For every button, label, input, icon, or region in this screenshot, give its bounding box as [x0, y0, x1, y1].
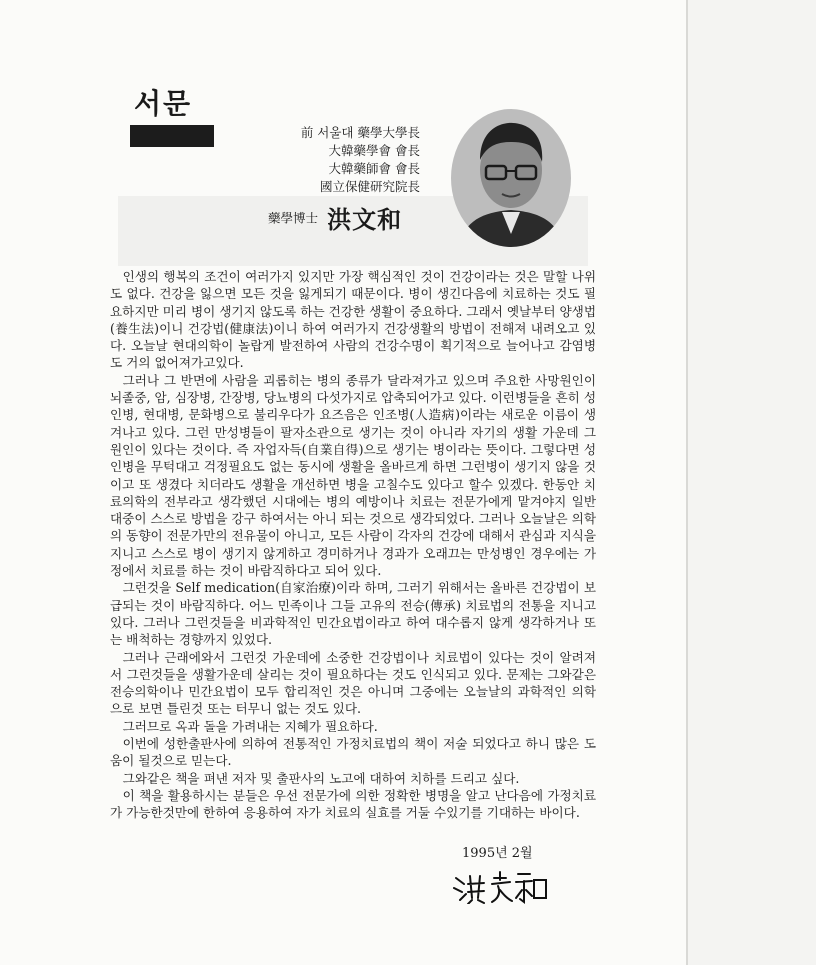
paragraph: 그러나 그 반면에 사람을 괴롭히는 병의 종류가 달라져가고 있으며 주요한 사망원인이 뇌졸중, 암, 심장병, 간장병, 당뇨병의 다섯가지로 압축되어가고 있다. 이런병들을 흔히 성인병, 현대병, 문화병으로 불리우다가 요즈음은 인조병(人造病)이라는 새로운 이름이 생겨나고 있다. 그런 만성병들이 팔자소관으로 생기는 것이 아니라 자기의 생활 가운데 그 원인이 있다는 것이다. 즉 자업자득(自業自得)으로 생기는 병이라는 뜻이다. 그렇다면 성인병을 무턱대고 걱정필요도 없는 동시에 생활을 올바르게 하면 그런병이 생기지 않을 것이고 또 생겼다 치더라도 생활을 개선하면 병을 고칠수도 있다고 할수 있겠다. 한동안 치료의학의 전부라고 생각했던 시대에는 병의 예방이나 치료는 전문가에게 맡겨야지 일반대중이 스스로 방법을 강구 하여서는 아니 되는 것으로 생각되었다. 그러나 오늘날은 의학의 동향이 전문가만의 전유물이 아니고, 모든 사람이 각자의 건강에 대해서 관심과 지식을 지니고 스스로 병이 생기지 않게하고 경미하거나 경과가 오래끄는 만성병인 경우에는 가정에서 치료를 하는 것이 바람직하다고 되어 있다. [110, 372, 596, 579]
handwritten-signature [450, 868, 550, 904]
author-titles [270, 124, 420, 196]
preface-date: 1995년 2월 [462, 846, 533, 861]
page-gutter [686, 0, 688, 965]
author-title-line: 大韓藥師會 會長 [328, 161, 420, 176]
page-title: 서문 [134, 87, 193, 120]
author-title-line: 國立保健研究院長 [319, 179, 420, 194]
author-portrait [450, 108, 572, 248]
author-title-line: 前 서울대 藥學大學長 [300, 125, 420, 140]
paragraph: 그와같은 책을 펴낸 저자 및 출판사의 노고에 대하여 치하를 드리고 싶다. [122, 770, 520, 786]
paragraph: 그러나 근래에와서 그런것 가운데에 소중한 건강법이나 치료법이 있다는 것이 알려져서 그런것들을 생활가운데 살리는 것이 필요하다는 것도 인식되고 있다. 문제는 그와같은 전승의학이나 민간요법이 모두 합리적인 것은 아니며 그중에는 오늘날의 과학적인 의학으로 보면 틀린것 또는 터무니 없는 것도 있다. [110, 649, 596, 717]
paragraph: 이번에 성한출판사에 의하여 전통적인 가정치료법의 책이 저술 되었다고 하니 많은 도움이 될것으로 믿는다. [110, 736, 596, 769]
author-degree: 藥學博士 [268, 210, 319, 226]
title-underline-bar [130, 125, 214, 147]
preface-body [110, 268, 596, 822]
author-name: 洪文和 [327, 205, 403, 234]
paragraph: 그런것을 Self medication(自家治療)이라 하며, 그러기 위해서는 올바른 건강법이 보급되는 것이 바람직하다. 어느 민족이나 그들 고유의 전승(傳承) 치료법의 전통을 지니고 있다. 그러나 그런것들을 비과학적인 민간요법이라고 하여 대수롭지 않게 생각하거나 또는 배척하는 경향까지 있었다. [110, 580, 596, 648]
author-byline [268, 200, 402, 235]
paragraph: 그러므로 옥과 돌을 가려내는 지혜가 필요하다. [122, 718, 378, 734]
facing-page [688, 0, 816, 965]
paragraph: 인생의 행복의 조건이 여러가지 있지만 가장 핵심적인 것이 건강이라는 것은 말할 나위도 없다. 건강을 잃으면 모든 것을 잃게되기 때문이다. 병이 생긴다음에 치료하는 것도 필요하지만 미리 병이 생기지 않도록 하는 건강한 생활이 중요하다. 그래서 옛날부터 양생법(養生法)이니 건강법(健康法)이니 하여 여러가지 건강생활의 방법이 전해져 내려오고 있다. 오늘날 현대의학이 놀랍게 발전하여 사람의 건강수명이 획기적으로 늘어나고 감염병도 거의 없어져가고있다. [110, 269, 596, 371]
paragraph: 이 책을 활용하시는 분들은 우선 전문가에 의한 정확한 병명을 알고 난다음에 가정치료가 가능한것만에 한하여 응용하여 자가 치료의 실효를 거둘 수있기를 기대하는 바이다. [110, 787, 596, 821]
author-title-line: 大韓藥學會 會長 [328, 143, 420, 158]
